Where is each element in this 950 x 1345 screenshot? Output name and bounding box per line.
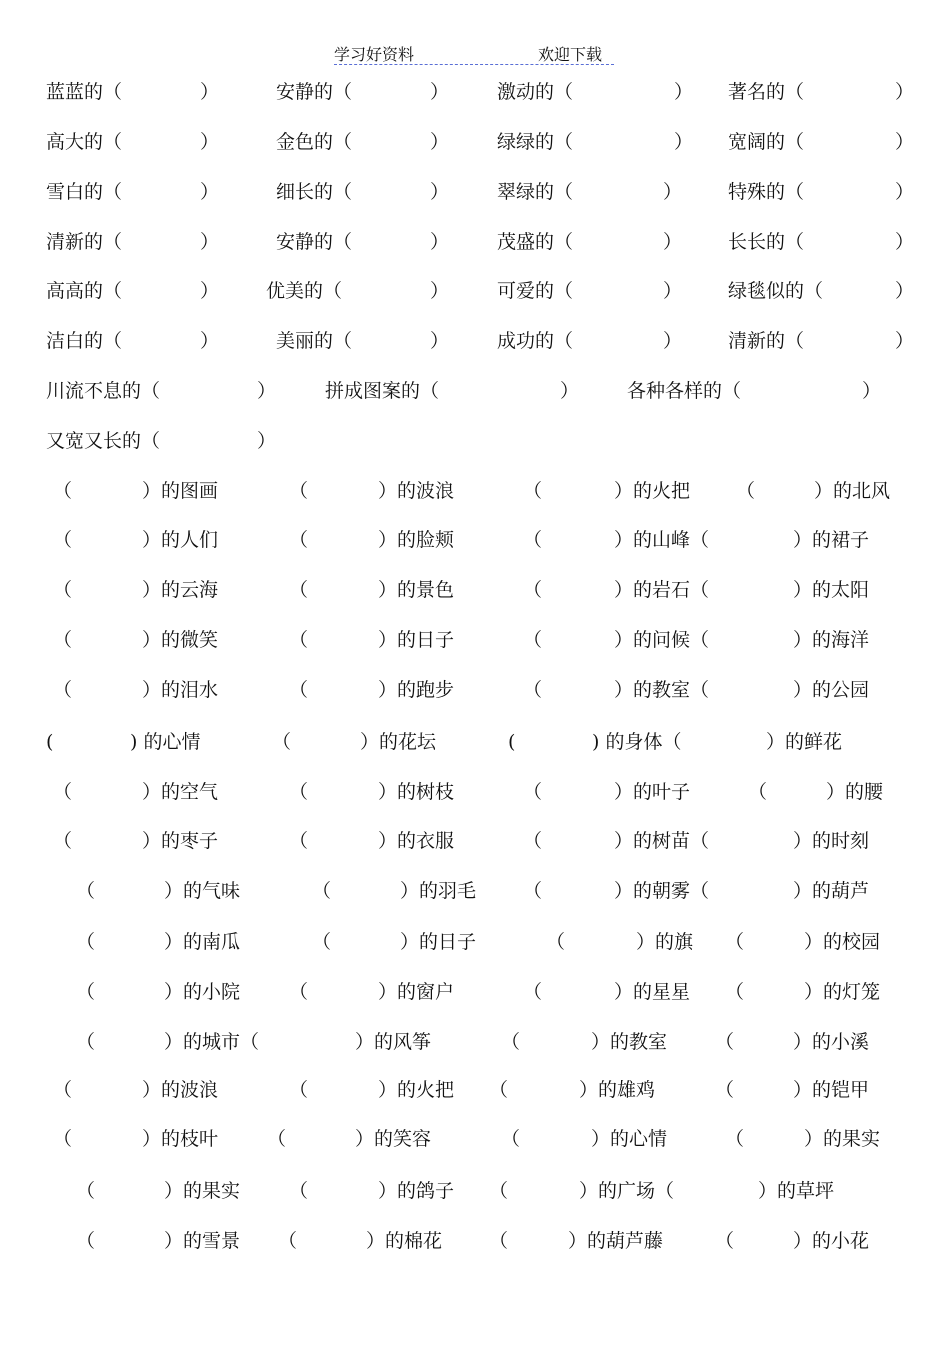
row-text: 雪白的（	[46, 181, 123, 203]
row-text: ）的教室	[591, 1031, 668, 1053]
row-text: ）	[200, 81, 220, 103]
row-text: ）的太阳	[793, 579, 870, 601]
row-text: （	[523, 679, 543, 701]
row-text: （	[272, 731, 292, 753]
worksheet-row	[0, 927, 950, 957]
row-text: （	[76, 1031, 96, 1053]
row-text: ）的波浪	[378, 480, 455, 502]
row-text: ）	[862, 380, 882, 402]
row-text: ）的教室（	[614, 679, 710, 701]
row-text: 拼成图案的（	[325, 380, 440, 402]
row-text: 成功的（	[497, 330, 574, 352]
row-text: ）的风筝	[355, 1031, 432, 1053]
row-text: （	[725, 981, 745, 1003]
row-text: ）	[257, 430, 277, 452]
row-text: ）	[430, 81, 450, 103]
row-text: ）的铠甲	[793, 1079, 870, 1101]
row-text: ）的草坪	[758, 1180, 835, 1202]
row-text: ）	[200, 231, 220, 253]
worksheet-row	[0, 177, 950, 207]
row-text: 川流不息的（	[46, 380, 161, 402]
row-text: （	[53, 579, 73, 601]
row-text: ）	[430, 231, 450, 253]
row-text: ）的山峰（	[614, 529, 710, 551]
row-text: ）的叶子	[614, 781, 691, 803]
row-text: 美丽的（	[276, 330, 353, 352]
row-text: ）的海洋	[793, 629, 870, 651]
row-text: （	[76, 931, 96, 953]
row-text: ）	[895, 181, 915, 203]
row-text: （	[278, 1230, 298, 1252]
row-text: ）的微笑	[142, 629, 219, 651]
row-text: （	[289, 629, 309, 651]
row-text: （	[523, 830, 543, 852]
row-text: 洁白的（	[46, 330, 123, 352]
row-text: （	[523, 981, 543, 1003]
row-text: （	[53, 1079, 73, 1101]
worksheet-row	[0, 1027, 950, 1057]
row-text: ）	[430, 181, 450, 203]
row-text: 绿毯似的（	[728, 280, 824, 302]
row-text: ）的人们	[142, 529, 219, 551]
row-text: ）的裙子	[793, 529, 870, 551]
row-text: ) 的身体（	[592, 731, 682, 753]
row-text: ）的公园	[793, 679, 870, 701]
row-text: ）的鲜花	[766, 731, 843, 753]
row-text: （	[523, 781, 543, 803]
row-text: 长长的（	[728, 231, 805, 253]
worksheet-row	[0, 675, 950, 705]
row-text: ）的小溪	[793, 1031, 870, 1053]
row-text: ）的日子	[400, 931, 477, 953]
row-text: 安静的（	[276, 231, 353, 253]
row-text: （	[489, 1079, 509, 1101]
row-text: （	[53, 781, 73, 803]
row-text: 高高的（	[46, 280, 123, 302]
row-text: （	[289, 981, 309, 1003]
row-text: （	[725, 931, 745, 953]
row-text: ）	[560, 380, 580, 402]
row-text: （	[523, 629, 543, 651]
row-text: ）	[663, 181, 683, 203]
row-text: ）的景色	[378, 579, 455, 601]
row-text: ）的羽毛	[400, 880, 477, 902]
row-text: ）的雄鸡	[579, 1079, 656, 1101]
row-text: ）	[895, 330, 915, 352]
row-text: ）的小花	[793, 1230, 870, 1252]
row-text: （	[715, 1031, 735, 1053]
row-text: 清新的（	[728, 330, 805, 352]
row-text: （	[53, 1128, 73, 1150]
row-text: ）的星星	[614, 981, 691, 1003]
worksheet-row	[0, 1176, 950, 1206]
row-text: ）	[663, 280, 683, 302]
row-text: 各种各样的（	[627, 380, 742, 402]
row-text: ）的脸颊	[378, 529, 455, 551]
row-text: ）的鸽子	[378, 1180, 455, 1202]
row-text: 翠绿的（	[497, 181, 574, 203]
row-text: （	[523, 480, 543, 502]
row-text: ）的校园	[804, 931, 881, 953]
worksheet-row	[0, 326, 950, 356]
row-text: （	[289, 781, 309, 803]
row-text: （	[76, 880, 96, 902]
row-text: ）的波浪	[142, 1079, 219, 1101]
row-text: (	[508, 731, 516, 753]
row-text: （	[76, 981, 96, 1003]
row-text: （	[53, 480, 73, 502]
row-text: ）	[895, 81, 915, 103]
row-text: ）的花坛	[360, 731, 437, 753]
row-text: ）的泪水	[142, 679, 219, 701]
row-text: 特殊的（	[728, 181, 805, 203]
row-text: ）的笑容	[355, 1128, 432, 1150]
row-text: ）	[663, 330, 683, 352]
row-text: ）的心情	[591, 1128, 668, 1150]
row-text: ）	[430, 280, 450, 302]
row-text: ）的衣服	[378, 830, 455, 852]
worksheet-row	[0, 876, 950, 906]
row-text: ）的树苗（	[614, 830, 710, 852]
row-text: （	[523, 529, 543, 551]
row-text: ）的火把	[614, 480, 691, 502]
row-text: ）的时刻	[793, 830, 870, 852]
row-text: ）	[430, 330, 450, 352]
row-text: ）的图画	[142, 480, 219, 502]
worksheet-row	[0, 227, 950, 257]
row-text: ）	[663, 231, 683, 253]
row-text: （	[289, 1180, 309, 1202]
row-text: （	[289, 529, 309, 551]
row-text: （	[523, 880, 543, 902]
row-text: （	[725, 1128, 745, 1150]
worksheet-row	[0, 977, 950, 1007]
row-text: 清新的（	[46, 231, 123, 253]
row-text: 高大的（	[46, 131, 123, 153]
row-text: ）的小院	[164, 981, 241, 1003]
row-text: ）的果实	[164, 1180, 241, 1202]
row-text: （	[489, 1180, 509, 1202]
worksheet-row	[0, 1226, 950, 1256]
worksheet-row	[0, 426, 950, 456]
worksheet-row	[0, 77, 950, 107]
worksheet-row	[0, 625, 950, 655]
row-text: ）	[430, 131, 450, 153]
row-text: ）的灯笼	[804, 981, 881, 1003]
row-text: （	[501, 1031, 521, 1053]
row-text: （	[289, 830, 309, 852]
row-text: （	[312, 880, 332, 902]
row-text: ）的广场（	[579, 1180, 675, 1202]
row-text: ）的葫芦	[793, 880, 870, 902]
row-text: ）	[674, 81, 694, 103]
row-text: ）的枣子	[142, 830, 219, 852]
row-text: ）	[895, 231, 915, 253]
row-text: ) 的心情	[130, 731, 201, 753]
row-text: 蓝蓝的（	[46, 81, 123, 103]
worksheet-row	[0, 376, 950, 406]
row-text: （	[748, 781, 768, 803]
worksheet-row	[0, 525, 950, 555]
row-text: ）的北风	[814, 480, 891, 502]
row-text: ）的腰	[826, 781, 884, 803]
row-text: （	[53, 830, 73, 852]
row-text: 优美的（	[266, 280, 343, 302]
row-text: （	[715, 1230, 735, 1252]
row-text: （	[53, 629, 73, 651]
row-text: ）的棉花	[366, 1230, 443, 1252]
row-text: ）的城市（	[164, 1031, 260, 1053]
row-text: （	[267, 1128, 287, 1150]
row-text: （	[523, 579, 543, 601]
row-text: （	[289, 579, 309, 601]
row-text: （	[289, 1079, 309, 1101]
row-text: ）的雪景	[164, 1230, 241, 1252]
row-text: 著名的（	[728, 81, 805, 103]
row-text: ）	[895, 131, 915, 153]
row-text: 可爱的（	[497, 280, 574, 302]
header-left-text: 学习好资料	[334, 45, 415, 64]
row-text: ）的葫芦藤	[568, 1230, 664, 1252]
row-text: （	[76, 1180, 96, 1202]
worksheet-row	[0, 777, 950, 807]
row-text: （	[76, 1230, 96, 1252]
worksheet-row	[0, 276, 950, 306]
row-text: （	[289, 480, 309, 502]
row-text: （	[312, 931, 332, 953]
row-text: ）的火把	[378, 1079, 455, 1101]
row-text: ）	[200, 181, 220, 203]
row-text: ）的果实	[804, 1128, 881, 1150]
row-text: 细长的（	[276, 181, 353, 203]
row-text: （	[546, 931, 566, 953]
header-right-text: 欢迎下载	[538, 45, 603, 64]
row-text: （	[501, 1128, 521, 1150]
row-text: ）的南瓜	[164, 931, 241, 953]
row-text: ）的跑步	[378, 679, 455, 701]
row-text: （	[736, 480, 756, 502]
row-text: 激动的（	[497, 81, 574, 103]
row-text: ）的气味	[164, 880, 241, 902]
row-text: ）	[200, 330, 220, 352]
row-text: （	[289, 679, 309, 701]
worksheet-row	[0, 476, 950, 506]
page-header	[334, 42, 614, 65]
row-text: ）的日子	[378, 629, 455, 651]
row-text: 又宽又长的（	[46, 430, 161, 452]
worksheet-row	[0, 1075, 950, 1105]
worksheet-row	[0, 826, 950, 856]
row-text: ）的问候（	[614, 629, 710, 651]
row-text: 安静的（	[276, 81, 353, 103]
row-text: （	[715, 1079, 735, 1101]
row-text: ）的树枝	[378, 781, 455, 803]
row-text: 金色的（	[276, 131, 353, 153]
row-text: （	[53, 679, 73, 701]
row-text: ）	[200, 280, 220, 302]
row-text: ）	[895, 280, 915, 302]
row-text: 茂盛的（	[497, 231, 574, 253]
row-text: 宽阔的（	[728, 131, 805, 153]
row-text: ）的空气	[142, 781, 219, 803]
row-text: ）的朝雾（	[614, 880, 710, 902]
worksheet-row	[0, 727, 950, 757]
row-text: 绿绿的（	[497, 131, 574, 153]
row-text: ）	[200, 131, 220, 153]
worksheet-row	[0, 1124, 950, 1154]
worksheet-row	[0, 127, 950, 157]
row-text: ）	[674, 131, 694, 153]
row-text: ）	[257, 380, 277, 402]
row-text: ）的岩石（	[614, 579, 710, 601]
row-text: (	[46, 731, 54, 753]
row-text: ）的窗户	[378, 981, 455, 1003]
row-text: ）的旗	[636, 931, 694, 953]
row-text: （	[489, 1230, 509, 1252]
worksheet-row	[0, 575, 950, 605]
row-text: （	[53, 529, 73, 551]
row-text: ）的枝叶	[142, 1128, 219, 1150]
row-text: ）的云海	[142, 579, 219, 601]
